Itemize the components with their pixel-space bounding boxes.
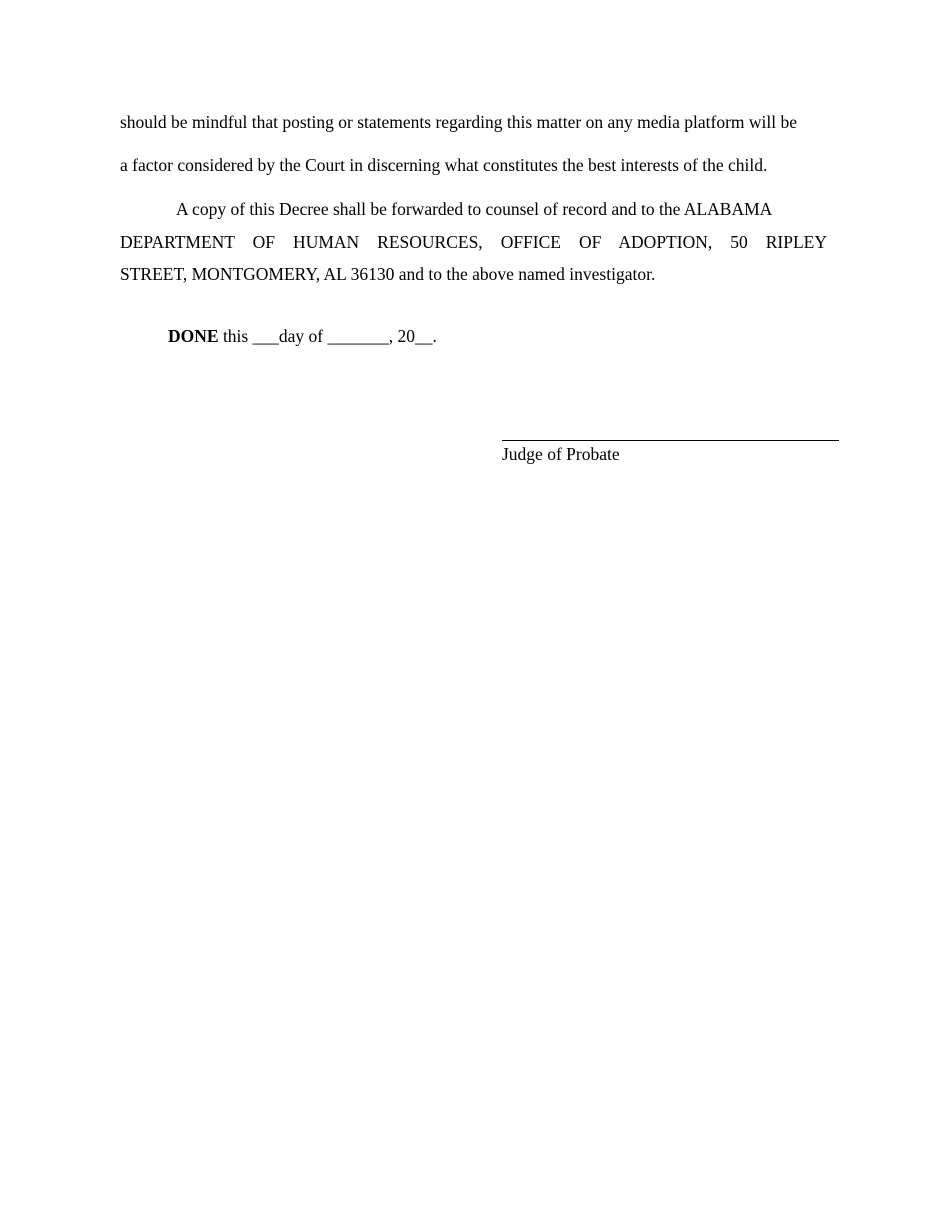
paragraph-1-line-2: a factor considered by the Court in discerning what constitutes the best interests of the child. <box>120 155 768 175</box>
done-label: DONE <box>168 326 219 346</box>
paragraph-1-line-1: should be mindful that posting or statements regarding this matter on any media platform will be <box>120 112 798 132</box>
paragraph-2-line-1: A copy of this Decree shall be forwarded to counsel of record and to the ALABAMA <box>176 199 773 219</box>
done-date-line <box>168 326 437 346</box>
done-date-blanks: this ___day of _______, 20__. <box>218 326 437 346</box>
paragraph-2-line-2: DEPARTMENT OF HUMAN RESOURCES, OFFICE OF ADOPTION, 50 RIPLEY <box>120 232 827 252</box>
signature-line <box>502 440 839 441</box>
signature-label: Judge of Probate <box>502 444 620 464</box>
paragraph-2-line-3: STREET, MONTGOMERY, AL 36130 and to the above named investigator. <box>120 264 656 284</box>
